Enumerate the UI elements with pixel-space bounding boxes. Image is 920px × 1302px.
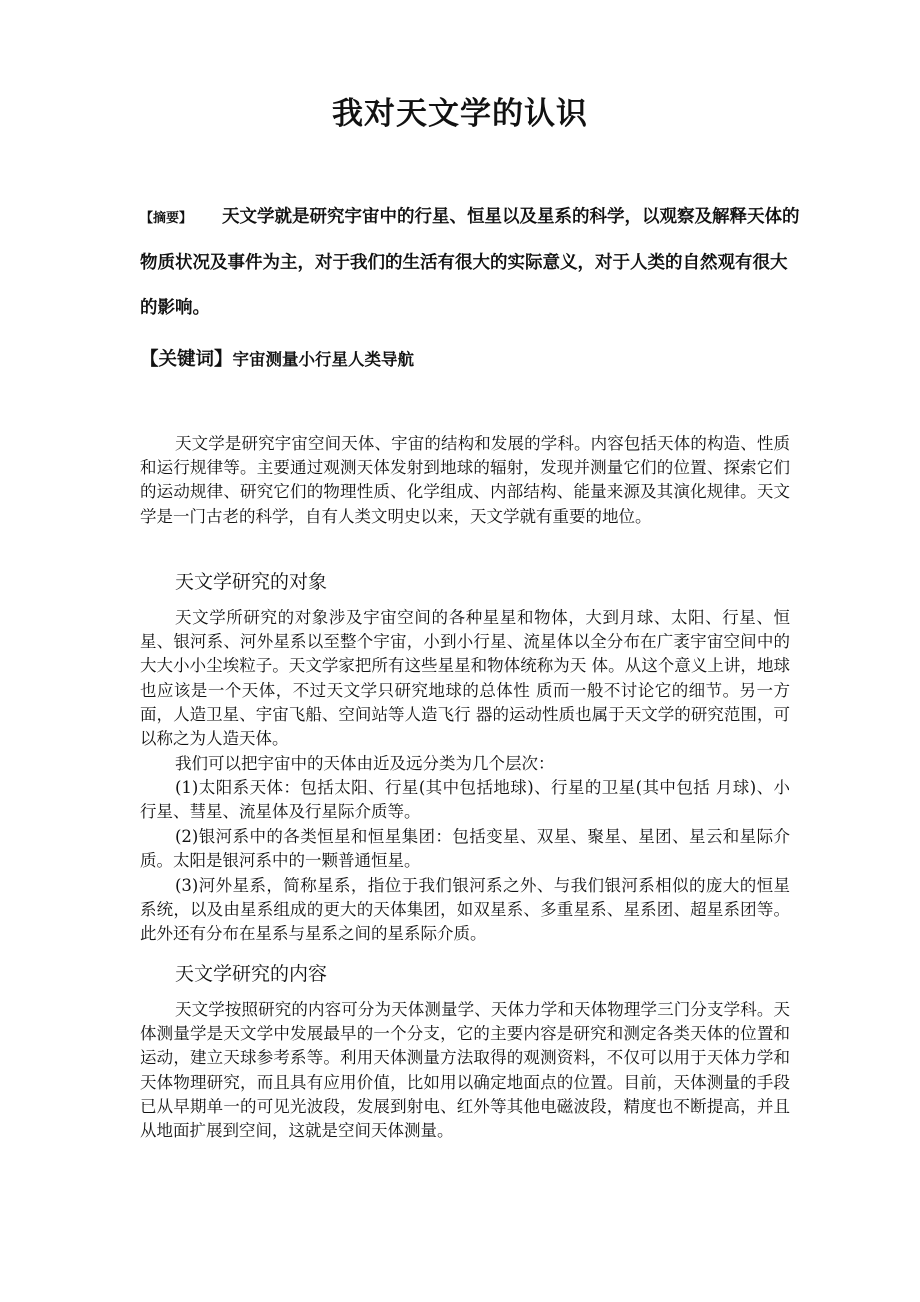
levels-intro: 我们可以把宇宙中的天体由近及远分类为几个层次： [175, 754, 555, 773]
keywords-text: 宇宙测量小行星人类导航 [232, 350, 415, 369]
abstract [140, 195, 800, 331]
document-title: 我对天文学的认识 [332, 96, 588, 132]
section-heading-objects: 天文学研究的对象 [175, 571, 328, 593]
objects-paragraph: 天文学所研究的对象涉及宇宙空间的各种星星和物体，大到月球、太阳、行星、恒星、银河系、河外星系以至整个宇宙，小到小行星、流星体以全分布在广袤宇宙空间中的大大小小尘埃粒子。天文学家把所有这些星星和物体统称为天 体。从这个意义上讲，地球也应该是一个天体，不过天文学只研究地球的总体性 质而一般不讨论它的细节。另一方面，人造卫星、宇宙飞船、空间站等人造飞行 器的运动性质也属于天文学的研究范围，可以称之为人造天体。 [140, 608, 790, 749]
abstract-text: 天文学就是研究宇宙中的行星、恒星以及星系的科学，以观察及解释天体的物质状况及事件为主，对于我们的生活有很大的实际意义，对于人类的自然观有很大的影响。 [140, 207, 800, 318]
level-item-2: (2)银河系中的各类恒星和恒星集团：包括变星、双星、聚星、星团、星云和星际介质。太阳是银河系中的一颗普通恒星。 [140, 827, 790, 871]
level-item-3: (3)河外星系，简称星系，指位于我们银河系之外、与我们银河系相似的庞大的恒星系统，以及由星系组成的更大的天体集团，如双星系、多重星系、星系团、超星系团等。此外还有分布在星系与星系之间的星系际介质。 [140, 876, 790, 944]
keywords-label: 【关键词】 [140, 349, 233, 370]
contents-paragraph: 天文学按照研究的内容可分为天体测量学、天体力学和天体物理学三门分支学科。天体测量学是天文学中发展最早的一个分支，它的主要内容是研究和测定各类天体的位置和运动，建立天球参考系等。利用天体测量方法取得的观测资料，不仅可以用于天体力学和天体物理研究，而且具有应用价值，比如用以确定地面点的位置。目前，天体测量的手段已从早期单一的可见光波段，发展到射电、红外等其他电磁波段，精度也不断提高，并且从地面扩展到空间，这就是空间天体测量。 [140, 1000, 790, 1141]
level-item-1: (1)太阳系天体：包括太阳、行星(其中包括地球)、行星的卫星(其中包括 月球)、小行星、彗星、流星体及行星际介质等。 [140, 778, 790, 822]
keywords [140, 345, 414, 371]
abstract-label: 【摘要】 [140, 211, 193, 226]
intro-paragraph: 天文学是研究宇宙空间天体、宇宙的结构和发展的学科。内容包括天体的构造、性质和运行规律等。主要通过观测天体发射到地球的辐射，发现并测量它们的位置、探索它们的运动规律、研究它们的物理性质、化学组成、内部结构、能量来源及其演化规律。天文学是一门古老的科学，自有人类文明史以来，天文学就有重要的地位。 [140, 434, 790, 526]
section-heading-contents: 天文学研究的内容 [175, 963, 328, 985]
